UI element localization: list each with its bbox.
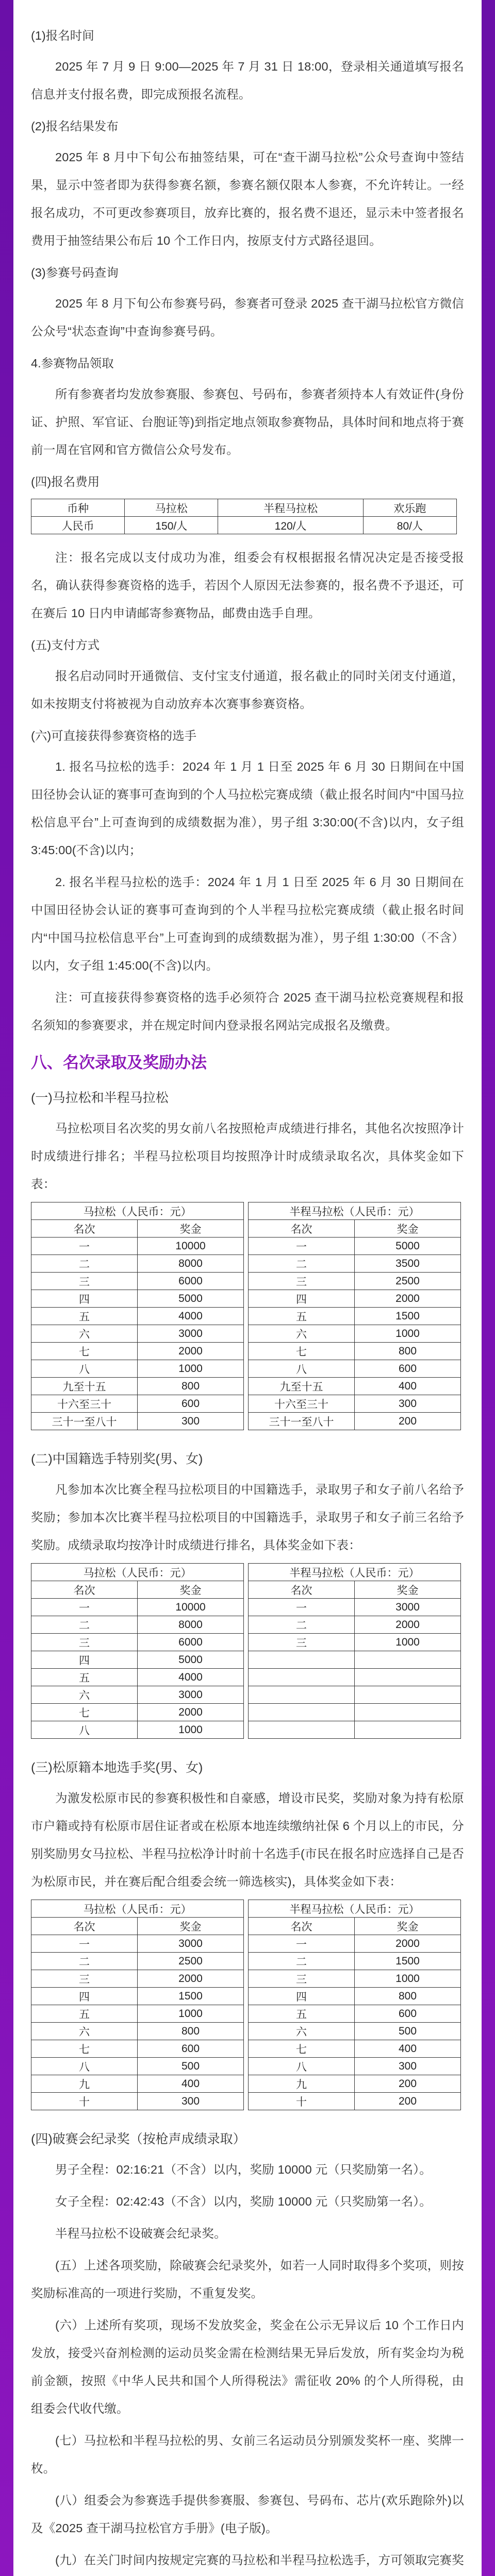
prize-cell: 5000 — [138, 1290, 244, 1308]
local-tables — [31, 1900, 464, 2120]
table-row — [31, 1970, 244, 1988]
table-row — [249, 1413, 461, 1430]
table-row — [249, 1686, 461, 1704]
table-row — [249, 1378, 461, 1395]
table-title: 马拉松（人民币：元） — [31, 1900, 244, 1918]
rank-cell — [249, 1704, 355, 1721]
table-row — [31, 1669, 244, 1686]
table-row — [249, 2005, 461, 2023]
prize-cell: 300 — [355, 2058, 461, 2075]
content-body — [13, 0, 482, 2576]
table-header-row — [249, 1220, 461, 1238]
table-header-cell: 奖金 — [355, 1581, 461, 1599]
table-row — [31, 2023, 244, 2040]
rank-cell: 四 — [249, 1290, 355, 1308]
fee-table-header — [31, 499, 457, 517]
prize-cell: 2000 — [138, 1343, 244, 1360]
table-row — [31, 1413, 244, 1430]
table-title-row — [249, 1564, 461, 1581]
table-row — [31, 1255, 244, 1273]
table-row — [249, 1599, 461, 1616]
record-half: 半程马拉松不设破赛会纪录奖。 — [55, 2227, 226, 2240]
reg-result-text: 2025 年 8 月中下旬公布抽签结果，可在“查干湖马拉松”公众号查询中签结果，显示中签者即为获得参赛名额，参赛名额仅限本人参赛，不允许转让。一经报名成功，不可更改参赛项目，放弃比赛的，报名费不退还，显示未中签者报名费用于抽签结果公布后 10 个工作日内，按原支付方式路径退回。 — [31, 150, 464, 247]
prize-cell: 5000 — [138, 1651, 244, 1669]
rank-cell: 五 — [249, 2005, 355, 2023]
rank-cell: 四 — [249, 1988, 355, 2005]
prize-cell: 1500 — [355, 1308, 461, 1325]
record-men: 男子全程：02:16:21（不含）以内，奖励 10000 元（只奖励第一名）。 — [55, 2163, 432, 2176]
table-row — [31, 1616, 244, 1634]
table-header-cell: 奖金 — [355, 1220, 461, 1238]
prize-cell: 6000 — [138, 1634, 244, 1651]
prize-cell: 10000 — [138, 1238, 244, 1255]
fee-header-cell: 马拉松 — [125, 499, 218, 517]
table-title: 半程马拉松（人民币：元） — [249, 1202, 461, 1220]
table-row — [249, 1704, 461, 1721]
table-row — [31, 1290, 244, 1308]
rank-cell: 一 — [31, 1599, 138, 1616]
fee-header-cell: 半程马拉松 — [218, 499, 363, 517]
reg-number-heading: (3)参赛号码查询 — [31, 266, 119, 279]
reg-result-heading: (2)报名结果发布 — [31, 120, 119, 133]
table-row — [249, 2058, 461, 2075]
rule-5: (五）上述各项奖励，除破赛会纪录奖外，如若一人同时取得多个奖项，则按奖励标准高的一项进行奖励，不重复发奖。 — [31, 2259, 464, 2300]
prize-cell: 2000 — [138, 1704, 244, 1721]
rank-cell: 十六至三十 — [249, 1395, 355, 1413]
prize-cell: 1500 — [355, 1953, 461, 1970]
table-header-cell: 名次 — [249, 1581, 355, 1599]
table-title: 马拉松（人民币：元） — [31, 1564, 244, 1581]
prize-cell: 6000 — [138, 1273, 244, 1290]
table-row — [31, 1360, 244, 1378]
table-row — [249, 1360, 461, 1378]
rank-cell: 三 — [31, 1634, 138, 1651]
table-row — [249, 1325, 461, 1343]
prize-cell: 800 — [138, 2023, 244, 2040]
rank-cell: 七 — [249, 1343, 355, 1360]
rank-cell: 五 — [31, 1669, 138, 1686]
rank-cell: 十 — [31, 2093, 138, 2110]
prize-cell: 400 — [355, 1378, 461, 1395]
reg-number-text: 2025 年 8 月下旬公布参赛号码，参赛者可登录 2025 查干湖马拉松官方微信公众号“状态查询”中查询参赛号码。 — [31, 297, 464, 338]
table-row — [249, 1255, 461, 1273]
table-title-row — [31, 1564, 244, 1581]
rank-cell: 八 — [31, 1360, 138, 1378]
award-section-title: 八、名次录取及奖励办法 — [31, 1054, 207, 1072]
table-row — [249, 2023, 461, 2040]
table-header-cell: 奖金 — [138, 1581, 244, 1599]
table-row — [249, 2075, 461, 2093]
table-title: 半程马拉松（人民币：元） — [249, 1564, 461, 1581]
direct-marathon-text: 1. 报名马拉松的选手：2024 年 1 月 1 日至 2025 年 6 月 30 日期间在中国田径协会认证的赛事可查询到的个人马拉松完赛成绩（截止报名时间内“中国马拉松信息平台”上可查询到的成绩数据为准），男子组 3:30:00(不含)以内，女子组 3:45:00(不含)以内； — [31, 760, 464, 857]
cn-marathon-table — [31, 1563, 244, 1739]
table-row — [31, 2058, 244, 2075]
rank-cell — [249, 1651, 355, 1669]
table-row — [31, 1273, 244, 1290]
rank-cell: 二 — [31, 1616, 138, 1634]
rank-cell: 三 — [31, 1970, 138, 1988]
table-row — [31, 2040, 244, 2058]
table-title-row — [31, 1202, 244, 1220]
rank-cell: 三十一至八十 — [249, 1413, 355, 1430]
prize-cell: 400 — [138, 2075, 244, 2093]
fee-header-cell: 欢乐跑 — [363, 499, 456, 517]
prize-cell: 3000 — [138, 1686, 244, 1704]
prize-cell: 10000 — [138, 1599, 244, 1616]
record-heading: (四)破赛会纪录奖（按枪声成绩录取） — [31, 2132, 246, 2146]
rule-9: (九）在关门时间内按规定完赛的马拉松和半程马拉松选手，方可领取完赛奖 — [55, 2553, 464, 2567]
local-half-table — [248, 1900, 461, 2110]
local-heading: (三)松原籍本地选手奖(男、女) — [31, 1760, 203, 1775]
rank-cell: 三 — [249, 1634, 355, 1651]
prize-cell: 3000 — [138, 1325, 244, 1343]
prize-cell: 5000 — [355, 1238, 461, 1255]
table-row — [31, 1378, 244, 1395]
prize-cell: 300 — [138, 1413, 244, 1430]
prize-cell — [355, 1686, 461, 1704]
pay-text: 报名启动同时开通微信、支付宝支付通道，报名截止的同时关闭支付通道，如未按期支付将被视为自动放弃本次赛事参赛资格。 — [31, 669, 464, 710]
table-header-cell: 名次 — [249, 1918, 355, 1935]
prize-cell: 2000 — [138, 1970, 244, 1988]
record-women: 女子全程：02:42:43（不含）以内，奖励 10000 元（只奖励第一名）。 — [55, 2195, 432, 2208]
rule-6: (六）上述所有奖项，现场不发放奖金，奖金在公示无异议后 10 个工作日内发放，接受兴奋剂检测的运动员奖金需在检测结果无异后发放，所有奖金均为税前金额，按照《中华人民共和国个人所得税法》需征收 20% 的个人所得税，由组委会代收代缴。 — [31, 2318, 464, 2415]
table-row — [31, 1343, 244, 1360]
table-row — [31, 1721, 244, 1739]
rule-7: (七）马拉松和半程马拉松的男、女前三名运动员分别颁发奖杯一座、奖牌一枚。 — [31, 2434, 464, 2475]
table-header-row — [31, 1918, 244, 1935]
direct-heading: (六)可直接获得参赛资格的选手 — [31, 729, 197, 742]
table-title-row — [31, 1900, 244, 1918]
rank-cell: 九 — [249, 2075, 355, 2093]
rank-cell: 七 — [31, 1343, 138, 1360]
fee-cell: 80/人 — [363, 517, 456, 534]
prize-cell: 1000 — [355, 1970, 461, 1988]
table-row — [249, 1669, 461, 1686]
fee-header-cell: 币种 — [31, 499, 125, 517]
fee-heading: (四)报名费用 — [31, 475, 100, 488]
local-marathon-table — [31, 1900, 244, 2110]
rank-cell: 一 — [249, 1935, 355, 1953]
table-header-cell: 名次 — [31, 1918, 138, 1935]
rank-cell: 八 — [249, 1360, 355, 1378]
table-row — [31, 1686, 244, 1704]
rank-cell: 三 — [249, 1970, 355, 1988]
rank-cell: 六 — [249, 2023, 355, 2040]
prize-cell: 1500 — [138, 1988, 244, 2005]
table-header-row — [249, 1581, 461, 1599]
table-row — [249, 1970, 461, 1988]
rank-cell: 六 — [31, 2023, 138, 2040]
prize-cell: 500 — [138, 2058, 244, 2075]
cn-text: 凡参加本次比赛全程马拉松项目的中国籍选手，录取男子和女子前八名给予奖励；参加本次比赛半程马拉松项目的中国籍选手，录取男子和女子前三名给予奖励。成绩录取均按净计时成绩进行排名，具体奖金如下表： — [31, 1483, 464, 1552]
pay-heading: (五)支付方式 — [31, 638, 100, 652]
fee-table — [31, 499, 457, 534]
prize-cell: 4000 — [138, 1669, 244, 1686]
rank-cell: 九 — [31, 2075, 138, 2093]
kit-heading: 4.参赛物品领取 — [31, 357, 114, 370]
prize-cell: 600 — [138, 1395, 244, 1413]
rank-cell: 三 — [249, 1273, 355, 1290]
prize-cell: 1000 — [355, 1325, 461, 1343]
prize-cell: 3000 — [355, 1599, 461, 1616]
prize-cell: 1000 — [138, 1360, 244, 1378]
table-row — [31, 1988, 244, 2005]
rank-cell — [249, 1686, 355, 1704]
table-row — [249, 1721, 461, 1739]
table-row — [249, 1935, 461, 1953]
table-row — [31, 1238, 244, 1255]
table-row — [31, 1704, 244, 1721]
prize-cell: 8000 — [138, 1616, 244, 1634]
cn-heading: (二)中国籍选手特别奖(男、女) — [31, 1452, 203, 1466]
rank-cell: 四 — [31, 1988, 138, 2005]
table-header-cell: 奖金 — [138, 1918, 244, 1935]
rank-cell: 五 — [31, 2005, 138, 2023]
cn-tables — [31, 1563, 464, 1748]
rank-cell: 二 — [31, 1953, 138, 1970]
table-row — [249, 2040, 461, 2058]
cn-half-table — [248, 1563, 461, 1739]
overall-marathon-table — [31, 1202, 244, 1430]
table-row — [249, 1308, 461, 1325]
overall-half-table — [248, 1202, 461, 1430]
table-header-row — [249, 1918, 461, 1935]
rank-cell: 八 — [31, 2058, 138, 2075]
table-row — [31, 1599, 244, 1616]
rank-cell — [249, 1721, 355, 1739]
prize-cell: 2500 — [138, 1953, 244, 1970]
direct-half-text: 2. 报名半程马拉松的选手：2024 年 1 月 1 日至 2025 年 6 月 30 日期间在中国田径协会认证的赛事可查询到的个人半程马拉松完赛成绩（截止报名时间内“中国马拉松信息平台”上可查询到的成绩数据为准），男子组 1:30:00（不含）以内，女子组 1:45:00(不含)以内。 — [31, 875, 464, 972]
table-row — [31, 1935, 244, 1953]
table-row — [249, 1343, 461, 1360]
prize-cell: 2500 — [355, 1273, 461, 1290]
table-row — [31, 1634, 244, 1651]
table-row — [249, 1290, 461, 1308]
rank-cell: 一 — [31, 1935, 138, 1953]
rank-cell: 二 — [249, 1255, 355, 1273]
content-card — [13, 0, 482, 2576]
table-header-cell: 名次 — [31, 1581, 138, 1599]
prize-cell: 2000 — [355, 1616, 461, 1634]
prize-cell — [355, 1704, 461, 1721]
rank-cell: 六 — [31, 1686, 138, 1704]
prize-cell: 3500 — [355, 1255, 461, 1273]
reg-time-text: 2025 年 7 月 9 日 9:00—2025 年 7 月 31 日 18:00，登录相关通道填写报名信息并支付报名费，即完成预报名流程。 — [31, 60, 464, 101]
rank-cell: 九至十五 — [31, 1378, 138, 1395]
table-row — [249, 1634, 461, 1651]
table-row — [31, 2075, 244, 2093]
rank-cell: 一 — [249, 1599, 355, 1616]
table-row — [31, 1308, 244, 1325]
table-title-row — [249, 1900, 461, 1918]
rank-cell: 七 — [249, 2040, 355, 2058]
prize-cell: 3000 — [138, 1935, 244, 1953]
table-row — [249, 1395, 461, 1413]
prize-cell: 2000 — [355, 1290, 461, 1308]
direct-note: 注：可直接获得参赛资格的选手必须符合 2025 查干湖马拉松竞赛规程和报名须知的参赛要求，并在规定时间内登录报名网站完成报名及缴费。 — [31, 991, 464, 1032]
fee-cell: 人民币 — [31, 517, 125, 534]
rank-cell: 六 — [31, 1325, 138, 1343]
prize-cell: 600 — [138, 2040, 244, 2058]
prize-cell — [355, 1669, 461, 1686]
table-header-cell: 名次 — [31, 1220, 138, 1238]
prize-cell: 8000 — [138, 1255, 244, 1273]
table-row — [249, 1953, 461, 1970]
rank-cell: 八 — [249, 2058, 355, 2075]
rank-cell: 七 — [31, 1704, 138, 1721]
prize-cell: 500 — [355, 2023, 461, 2040]
rank-cell: 九至十五 — [249, 1378, 355, 1395]
table-header-row — [31, 1220, 244, 1238]
table-row — [31, 1395, 244, 1413]
rank-cell: 四 — [31, 1290, 138, 1308]
fee-cell: 120/人 — [218, 517, 363, 534]
rank-cell: 一 — [31, 1238, 138, 1255]
table-row — [31, 2093, 244, 2110]
prize-cell — [355, 1721, 461, 1739]
prize-cell: 400 — [355, 2040, 461, 2058]
table-row — [249, 1651, 461, 1669]
prize-cell: 600 — [355, 1360, 461, 1378]
kit-text: 所有参赛者均发放参赛服、参赛包、号码布，参赛者须持本人有效证件(身份证、护照、军官证、台胞证等)到指定地点领取参赛物品，具体时间和地点将于赛前一周在官网和官方微信公众号发布。 — [31, 387, 464, 456]
fee-table-row — [31, 517, 457, 534]
reg-time-heading: (1)报名时间 — [31, 29, 94, 42]
prize-cell: 800 — [138, 1378, 244, 1395]
prize-cell: 600 — [355, 2005, 461, 2023]
local-text: 为激发松原市民的参赛积极性和自豪感，增设市民奖，奖励对象为持有松原市户籍或持有松原市居住证者或在松原本地连续缴纳社保 6 个月以上的市民，分别奖励男女马拉松、半程马拉松净计时前十名选手(市民在报名时应选择自己是否为松原市民，并在赛后配合组委会统一筛选核实)，具体奖金如下表： — [31, 1791, 464, 1888]
rank-cell: 六 — [249, 1325, 355, 1343]
rank-cell: 二 — [31, 1255, 138, 1273]
prize-cell: 300 — [138, 2093, 244, 2110]
fee-cell: 150/人 — [125, 517, 218, 534]
rank-cell: 七 — [31, 2040, 138, 2058]
rank-cell: 一 — [249, 1238, 355, 1255]
table-row — [249, 1988, 461, 2005]
prize-cell: 800 — [355, 1343, 461, 1360]
overall-heading: (一)马拉松和半程马拉松 — [31, 1091, 169, 1105]
table-header-row — [31, 1581, 244, 1599]
table-row — [31, 2005, 244, 2023]
table-row — [31, 1651, 244, 1669]
prize-cell: 1000 — [138, 1721, 244, 1739]
table-title-row — [249, 1202, 461, 1220]
rank-cell — [249, 1669, 355, 1686]
rank-cell: 三十一至八十 — [31, 1413, 138, 1430]
table-title: 马拉松（人民币：元） — [31, 1202, 244, 1220]
table-header-cell: 奖金 — [355, 1918, 461, 1935]
prize-cell: 1000 — [138, 2005, 244, 2023]
prize-cell: 300 — [355, 1395, 461, 1413]
rank-cell: 四 — [31, 1651, 138, 1669]
rank-cell: 二 — [249, 1616, 355, 1634]
table-title: 半程马拉松（人民币：元） — [249, 1900, 461, 1918]
prize-cell: 800 — [355, 1988, 461, 2005]
table-header-cell: 奖金 — [138, 1220, 244, 1238]
fee-note: 注：报名完成以支付成功为准，组委会有权根据报名情况决定是否接受报名，确认获得参赛资格的选手，若因个人原因无法参赛的，报名费不予退还，可在赛后 10 日内申请邮寄参赛物品，邮费由选手自理。 — [31, 551, 464, 620]
overall-text: 马拉松项目名次奖的男女前八名按照枪声成绩进行排名，其他名次按照净计时成绩进行排名；半程马拉松项目均按照净计时成绩录取名次，具体奖金如下表： — [31, 1122, 464, 1191]
rank-cell: 三 — [31, 1273, 138, 1290]
prize-cell: 1000 — [355, 1634, 461, 1651]
table-row — [249, 2093, 461, 2110]
prize-cell: 200 — [355, 2093, 461, 2110]
table-row — [31, 1325, 244, 1343]
prize-cell: 200 — [355, 1413, 461, 1430]
table-row — [249, 1238, 461, 1255]
prize-cell: 2000 — [355, 1935, 461, 1953]
prize-cell: 4000 — [138, 1308, 244, 1325]
table-row — [249, 1273, 461, 1290]
table-row — [31, 1953, 244, 1970]
rank-cell: 五 — [31, 1308, 138, 1325]
table-header-cell: 名次 — [249, 1220, 355, 1238]
rank-cell: 十六至三十 — [31, 1395, 138, 1413]
overall-tables — [31, 1202, 464, 1439]
rank-cell: 八 — [31, 1721, 138, 1739]
rank-cell: 十 — [249, 2093, 355, 2110]
rank-cell: 二 — [249, 1953, 355, 1970]
rank-cell: 五 — [249, 1308, 355, 1325]
table-row — [249, 1616, 461, 1634]
rule-8: (八）组委会为参赛选手提供参赛服、参赛包、号码布、芯片(欢乐跑除外)以及《2025 查干湖马拉松官方手册》(电子版)。 — [31, 2494, 464, 2535]
prize-cell: 200 — [355, 2075, 461, 2093]
prize-cell — [355, 1651, 461, 1669]
